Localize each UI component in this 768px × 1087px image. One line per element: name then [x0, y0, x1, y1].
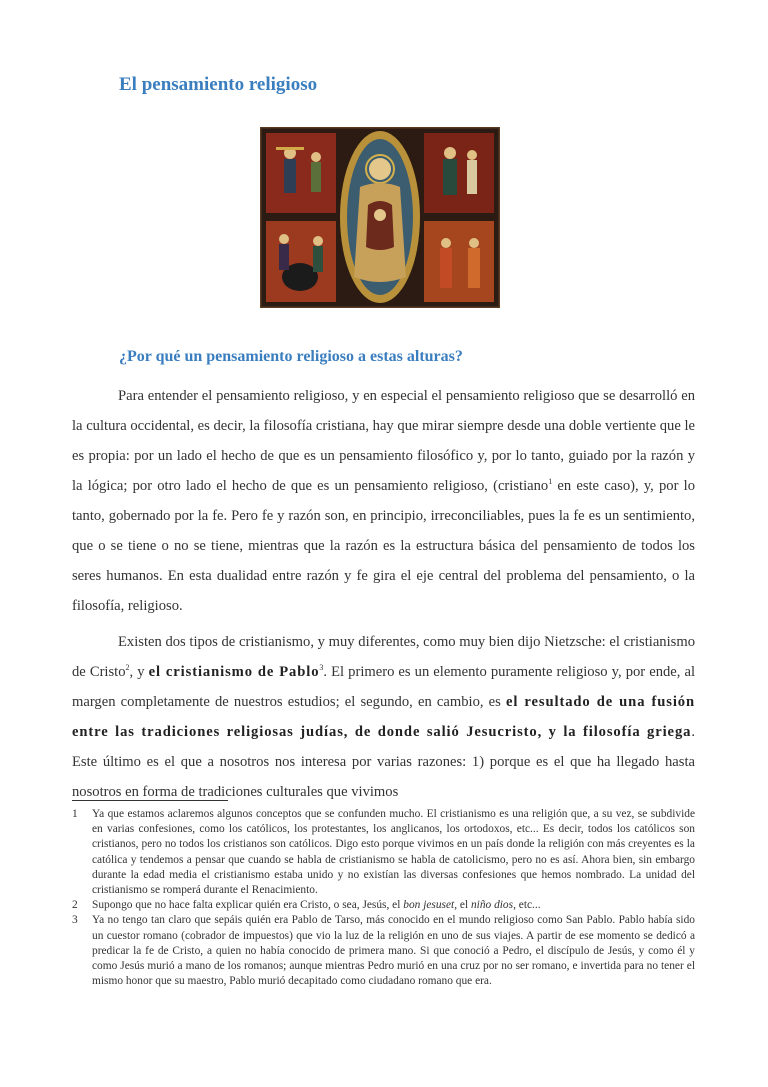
footnote-number: 1	[72, 808, 78, 820]
p2-text-d: . Este último es el que a nosotros nos interesa por varias razones: 1) porque es el que ha llegado hasta nosotros en forma de tradiciones culturales que vivimos	[72, 724, 695, 800]
footnote-ref-2: 2	[125, 663, 130, 673]
p2-text-b: , y	[129, 664, 149, 680]
footnote-italic: bon jesuset	[403, 899, 455, 912]
footnote-text: , etc...	[513, 899, 541, 912]
footnote-1	[72, 807, 695, 898]
section-heading: ¿Por qué un pensamiento religioso a estas alturas?	[119, 348, 463, 365]
p2-bold-pablo: el cristianismo de Pablo	[148, 664, 320, 680]
footnote-ref-3: 3	[319, 663, 324, 673]
footnotes	[72, 807, 695, 989]
altar-frontal-painting	[260, 127, 500, 308]
footnote-text: Supongo que no hace falta explicar quién era Cristo, o sea, Jesús, el	[92, 899, 404, 912]
footnote-text: , el	[454, 899, 471, 912]
footnote-text: Ya que estamos aclaremos algunos conceptos que se confunden mucho. El cristianismo es una religión que, a su vez, se subdivide en varias confesiones, como los católicos, los protestantes, los anglicanos, los ortodoxos, etc... Es decir, todos los católicos son cristianos, pero no todos los cristianos son católicos. Digo esto porque vivimos en un país donde la religión con más creyentes es la católica y tendemos a pensar que cuando se habla de cristianismo se habla de catolicismo, pero no es así. Ahora bien, sin embargo durante la edad media el cristianismo estaba unido y no existían las diversas confesiones que hemos nombrado. La unidad del cristianismo se romperá durante el Renacimiento.	[92, 808, 695, 897]
romanesque-altar-frontal-image	[260, 127, 500, 308]
footnote-separator	[72, 800, 228, 801]
footnote-3	[72, 913, 695, 989]
p1-text-b: en este caso), y, por lo tanto, gobernado por la fe. Pero fe y razón son, en principio, irreconciliables, pues la fe es un sentimiento, que o se tiene o no se tiene, mientras que la razón es la estructura básica del pensamiento de todos los seres humanos. En esta dualidad entre razón y fe gira el eje central del problema del pensamiento, o la filosofía, religioso.	[72, 478, 695, 614]
p2-text-c: . El primero es un elemento puramente religioso y, por ende, al margen completamente de nuestros estudios; el segundo, en cambio, es	[72, 664, 696, 710]
footnote-ref-1: 1	[548, 477, 553, 487]
footnote-italic: niño dios	[470, 899, 514, 912]
body-text	[72, 381, 695, 813]
footnote-number: 2	[72, 899, 78, 912]
p2-bold-fusion: el resultado de una fusión entre las tradiciones religiosas judías, de donde salió Jesucristo, y la filosofía griega	[72, 694, 695, 740]
page-title: El pensamiento religioso	[119, 74, 318, 95]
footnote-number: 3	[72, 914, 78, 927]
footnote-2	[72, 898, 695, 913]
paragraph-1	[72, 381, 695, 621]
p2-text-a: Existen dos tipos de cristianismo, y muy diferentes, como muy bien dijo Nietzsche: el cristianismo de Cristo	[72, 634, 695, 680]
footnote-text: Ya no tengo tan claro que sepáis quién era Pablo de Tarso, más conocido en el mundo religioso como San Pablo. Pablo había sido un cuestor romano (cobrador de impuestos) que vio la luz de la religión en uno de sus viajes. A partir de ese momento se dedicó a predicar la fe de Cristo, a quien no había conocido de primera mano. Si que conoció a Pedro, el discípulo de Jesús, y como él y como Jesús murió a mano de los romanos; aunque mientras Pedro murió en una cruz por no ser romano, e invertida para no tener el mismo honor que su maestro, Pablo murió decapitado como ciudadano romano que era.	[92, 914, 695, 988]
paragraph-2	[72, 627, 695, 807]
p1-text-a: Para entender el pensamiento religioso, y en especial el pensamiento religioso que se desarrolló en la cultura occidental, es decir, la filosofía cristiana, hay que mirar siempre desde una doble vertiente que le es propia: por un lado el hecho de que es un pensamiento filosófico y, por lo tanto, guiado por la razón y la lógica; por otro lado el hecho de que es un pensamiento religioso, (cristiano	[72, 388, 695, 494]
